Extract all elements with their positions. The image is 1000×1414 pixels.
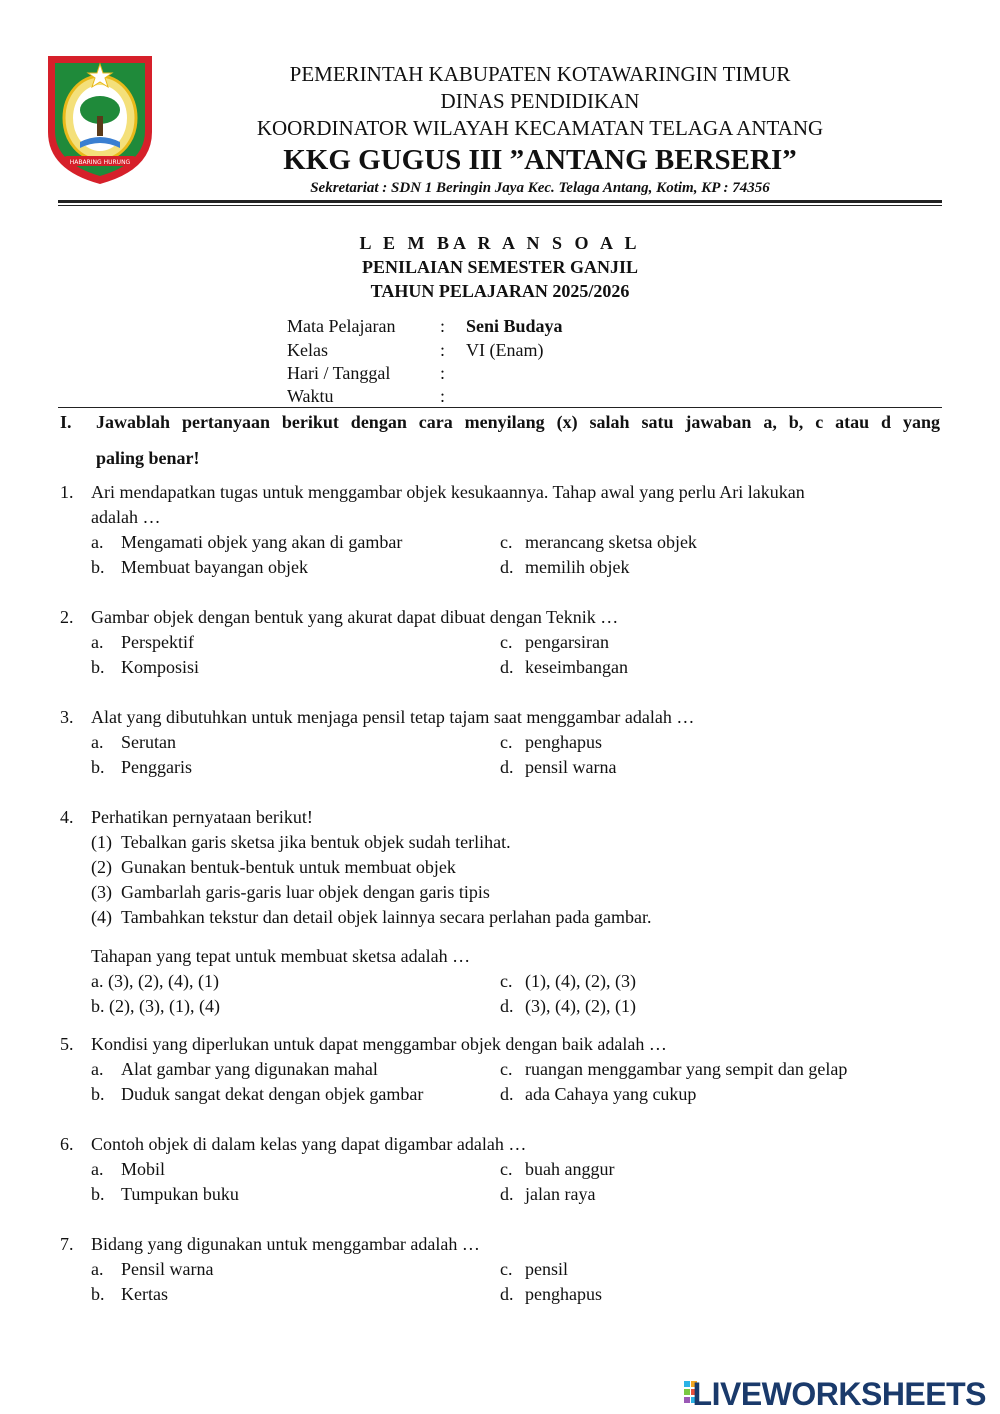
statement-number: (4) [91, 907, 112, 927]
question-number: 2. [60, 607, 74, 627]
statement-number: (2) [91, 857, 112, 877]
option-d[interactable]: (3), (4), (2), (1) [525, 996, 636, 1016]
option-d[interactable]: memilih objek [525, 557, 630, 577]
regency-emblem-logo [44, 52, 156, 188]
info-divider [58, 407, 942, 408]
option-letter: d. [500, 1084, 514, 1104]
option-d[interactable]: pensil warna [525, 757, 617, 777]
liveworksheets-watermark [0, 1365, 1000, 1413]
option-a[interactable]: Perspektif [121, 632, 194, 652]
statement-1: Tebalkan garis sketsa jika bentuk objek sudah terlihat. [121, 832, 511, 852]
question-number: 5. [60, 1034, 74, 1054]
option-letter: a. [91, 632, 104, 652]
option-letter: c. [500, 532, 513, 552]
option-b[interactable]: Penggaris [121, 757, 192, 777]
option-letter: c. [500, 1059, 513, 1079]
statement-number: (1) [91, 832, 112, 852]
option-c[interactable]: ruangan menggambar yang sempit dan gelap [525, 1059, 848, 1079]
info-value-class: VI (Enam) [466, 340, 544, 360]
option-letter: a. [91, 1159, 104, 1179]
header-line-coordinator: KOORDINATOR WILAYAH KECAMATAN TELAGA ANTANG [256, 116, 824, 140]
option-letter: a. [91, 732, 104, 752]
letterhead [160, 61, 920, 198]
info-colon: : [440, 340, 446, 360]
option-c[interactable]: pengarsiran [525, 632, 609, 652]
statement-2: Gunakan bentuk-bentuk untuk membuat objek [121, 857, 456, 877]
question-number: 6. [60, 1134, 74, 1154]
option-d[interactable]: ada Cahaya yang cukup [525, 1084, 697, 1104]
statement-4: Tambahkan tekstur dan detail objek lainnya secara perlahan pada gambar. [121, 907, 652, 927]
section-instruction-line2: paling benar! [96, 448, 200, 468]
option-c[interactable]: penghapus [525, 732, 602, 752]
document-title: L E M BA R A N S O A L [359, 233, 641, 253]
option-a[interactable]: Pensil warna [121, 1259, 214, 1279]
emblem-motto: HABARING HURUNG [69, 159, 131, 166]
info-colon: : [440, 363, 446, 383]
option-a[interactable]: a. (3), (2), (4), (1) [91, 971, 219, 991]
option-d[interactable]: keseimbangan [525, 657, 628, 677]
option-letter: b. [91, 1284, 105, 1304]
option-letter: d. [500, 1284, 514, 1304]
option-letter: d. [500, 557, 514, 577]
info-label: Mata Pelajaran [287, 316, 396, 336]
statement-3: Gambarlah garis-garis luar objek dengan garis tipis [121, 882, 490, 902]
question-text: Kondisi yang diperlukan untuk dapat menggambar objek dengan baik adalah … [91, 1034, 667, 1054]
question-number: 4. [60, 807, 74, 827]
info-colon: : [440, 386, 446, 406]
option-letter: c. [500, 1259, 513, 1279]
question-text: adalah … [91, 507, 161, 527]
academic-year: TAHUN PELAJARAN 2025/2026 [370, 281, 630, 301]
option-c[interactable]: merancang sketsa objek [525, 532, 697, 552]
option-letter: c. [500, 732, 513, 752]
option-a[interactable]: Serutan [121, 732, 176, 752]
option-letter: d. [500, 996, 514, 1016]
option-letter: a. [91, 1059, 104, 1079]
option-a[interactable]: Mobil [121, 1159, 166, 1179]
info-label: Kelas [287, 340, 328, 360]
option-b[interactable]: Duduk sangat dekat dengan objek gambar [121, 1084, 424, 1104]
option-letter: c. [500, 632, 513, 652]
question-number: 1. [60, 482, 74, 502]
option-b[interactable]: Tumpukan buku [121, 1184, 239, 1204]
header-line-government: PEMERINTAH KABUPATEN KOTAWARINGIN TIMUR [289, 62, 791, 86]
question-text: Alat yang dibutuhkan untuk menjaga pensil tetap tajam saat menggambar adalah … [91, 707, 695, 727]
info-label: Waktu [287, 386, 334, 406]
option-b[interactable]: Membuat bayangan objek [121, 557, 308, 577]
question-text: Contoh objek di dalam kelas yang dapat digambar adalah … [91, 1134, 527, 1154]
header-line-kkg: KKG GUGUS III ”ANTANG BERSERI” [283, 144, 797, 176]
info-value-subject: Seni Budaya [466, 316, 563, 336]
section-instruction-line1: Jawablah pertanyaan berikut dengan cara menyilang (x) salah satu jawaban a, b, c atau d yang [96, 412, 940, 432]
question-text: Perhatikan pernyataan berikut! [91, 807, 313, 827]
option-letter: a. [91, 1259, 104, 1279]
liveworksheets-wordmark: LIVEWORKSHEETS [692, 1376, 986, 1412]
header-rule-thin [58, 205, 942, 206]
option-letter: d. [500, 657, 514, 677]
option-letter: b. [91, 657, 105, 677]
question-text: Gambar objek dengan bentuk yang akurat dapat dibuat dengan Teknik … [91, 607, 619, 627]
option-a[interactable]: Mengamati objek yang akan di gambar [121, 532, 403, 552]
option-c[interactable]: (1), (4), (2), (3) [525, 971, 636, 991]
document-subtitle: PENILAIAN SEMESTER GANJIL [361, 257, 639, 277]
question-number: 7. [60, 1234, 74, 1254]
question-prompt: Tahapan yang tepat untuk membuat sketsa adalah … [91, 946, 471, 966]
option-b[interactable]: Komposisi [121, 657, 200, 677]
option-letter: d. [500, 757, 514, 777]
question-number: 3. [60, 707, 74, 727]
option-b[interactable]: Kertas [121, 1284, 168, 1304]
header-line-office: DINAS PENDIDIKAN [440, 89, 640, 113]
info-label: Hari / Tanggal [287, 363, 391, 383]
option-b[interactable]: b. (2), (3), (1), (4) [91, 996, 220, 1016]
info-colon: : [440, 316, 446, 336]
header-rule-thick [58, 200, 942, 203]
option-letter: a. [91, 532, 104, 552]
option-letter: b. [91, 757, 105, 777]
statement-number: (3) [91, 882, 112, 902]
option-letter: b. [91, 1184, 105, 1204]
question-text: Ari mendapatkan tugas untuk menggambar objek kesukaannya. Tahap awal yang perlu Ari lakukan [91, 482, 805, 502]
section-number: I. [60, 412, 72, 432]
option-letter: c. [500, 1159, 513, 1179]
option-a[interactable]: Alat gambar yang digunakan mahal [121, 1059, 378, 1079]
option-letter: b. [91, 557, 105, 577]
option-d[interactable]: penghapus [525, 1284, 602, 1304]
option-letter: d. [500, 1184, 514, 1204]
option-letter: b. [91, 1084, 105, 1104]
question-text: Bidang yang digunakan untuk menggambar adalah … [91, 1234, 480, 1254]
option-c[interactable]: buah anggur [525, 1159, 615, 1179]
option-letter: c. [500, 971, 513, 991]
option-c[interactable]: pensil [525, 1259, 568, 1279]
header-secretariat: Sekretariat : SDN 1 Beringin Jaya Kec. Telaga Antang, Kotim, KP : 74356 [310, 180, 770, 196]
option-d[interactable]: jalan raya [525, 1184, 596, 1204]
